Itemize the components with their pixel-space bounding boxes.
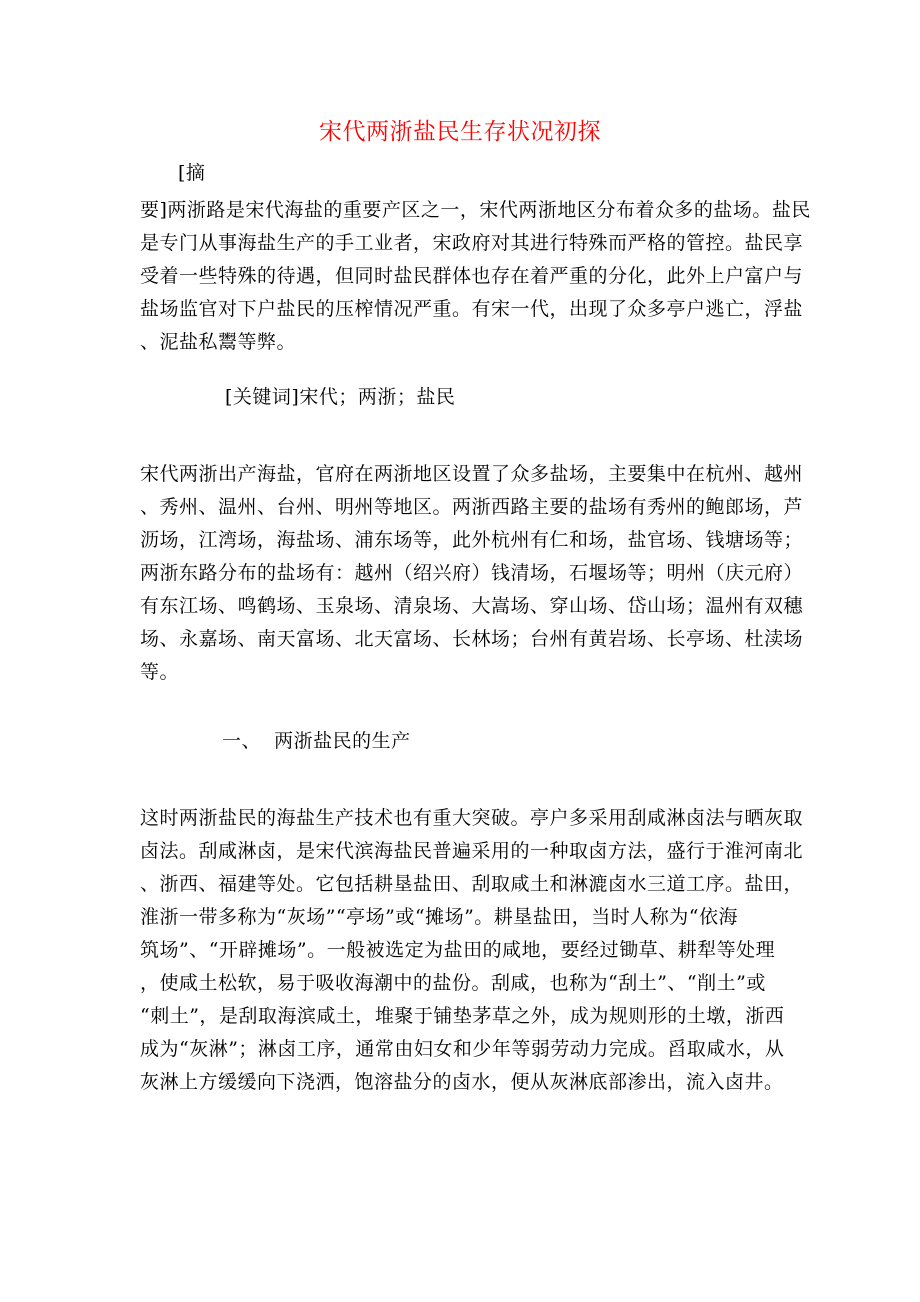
intro-line: 场、永嘉场、南天富场、北天富场、长林场；台州有黄岩场、长亭场、杜渎场 bbox=[140, 628, 804, 650]
section-line: 、浙西、福建等处。它包括耕垦盐田、刮取咸土和淋漉卤水三道工序。盐田， bbox=[140, 873, 804, 895]
abstract-line: 盐场监官对下户盐民的压榨情况严重。有宋一代，出现了众多亭户逃亡，浮盐 bbox=[140, 298, 804, 320]
keywords-line: [关键词]宋代；两浙；盐民 bbox=[225, 386, 456, 408]
abstract-line: 受着一些特殊的待遇，但同时盐民群体也存在着严重的分化，此外上户富户与 bbox=[140, 265, 804, 287]
intro-line: 有东江场、鸣鹤场、玉泉场、清泉场、大嵩场、穿山场、岱山场；温州有双穗 bbox=[140, 595, 804, 617]
section-line: 筑场”、“开辟摊场”。一般被选定为盐田的咸地，要经过锄草、耕犁等处理 bbox=[140, 939, 776, 961]
section-line: 这时两浙盐民的海盐生产技术也有重大突破。亭户多采用刮咸淋卤法与晒灰取 bbox=[140, 807, 804, 829]
intro-line: 沥场，江湾场，海盐场、浦东场等，此外杭州有仁和场，盐官场、钱塘场等； bbox=[140, 529, 804, 551]
abstract-line: 要]两浙路是宋代海盐的重要产区之一，宋代两浙地区分布着众多的盐场。盐民 bbox=[140, 199, 811, 221]
section-line: 淮浙一带多称为“灰场”“亭场”或“摊场”。耕垦盐田，当时人称为“依海 bbox=[140, 906, 738, 928]
section-line: 卤法。刮咸淋卤，是宋代滨海盐民普遍采用的一种取卤方法，盛行于淮河南北 bbox=[140, 840, 804, 862]
intro-line: 、秀州、温州、台州、明州等地区。两浙西路主要的盐场有秀州的鲍郎场，芦 bbox=[140, 496, 804, 518]
abstract-label: [摘 bbox=[178, 162, 206, 184]
abstract-line: 、泥盐私鬻等弊。 bbox=[140, 331, 297, 353]
intro-line: 两浙东路分布的盐场有：越州（绍兴府）钱清场，石堰场等；明州（庆元府） bbox=[140, 562, 804, 584]
intro-line: 宋代两浙出产海盐，官府在两浙地区设置了众多盐场，主要集中在杭州、越州 bbox=[140, 463, 804, 485]
document-title: 宋代两浙盐民生存状况初探 bbox=[319, 119, 601, 145]
section-heading: 一、 两浙盐民的生产 bbox=[222, 730, 411, 752]
section-line: 灰淋上方缓缓向下浇洒，饱溶盐分的卤水，便从灰淋底部渗出，流入卤井。 bbox=[140, 1071, 784, 1093]
intro-line: 等。 bbox=[140, 661, 180, 683]
section-line: “刺土”，是刮取海滨咸土，堆聚于铺垫茅草之外，成为规则形的土墩，浙西 bbox=[140, 1005, 785, 1027]
section-line: 成为“灰淋”；淋卤工序，通常由妇女和少年等弱劳动力完成。舀取咸水，从 bbox=[140, 1038, 785, 1060]
abstract-line: 是专门从事海盐生产的手工业者，宋政府对其进行特殊而严格的管控。盐民享 bbox=[140, 232, 804, 254]
section-line: ，使咸土松软，易于吸收海潮中的盐份。刮咸，也称为“刮土”、“削土”或 bbox=[140, 972, 766, 994]
